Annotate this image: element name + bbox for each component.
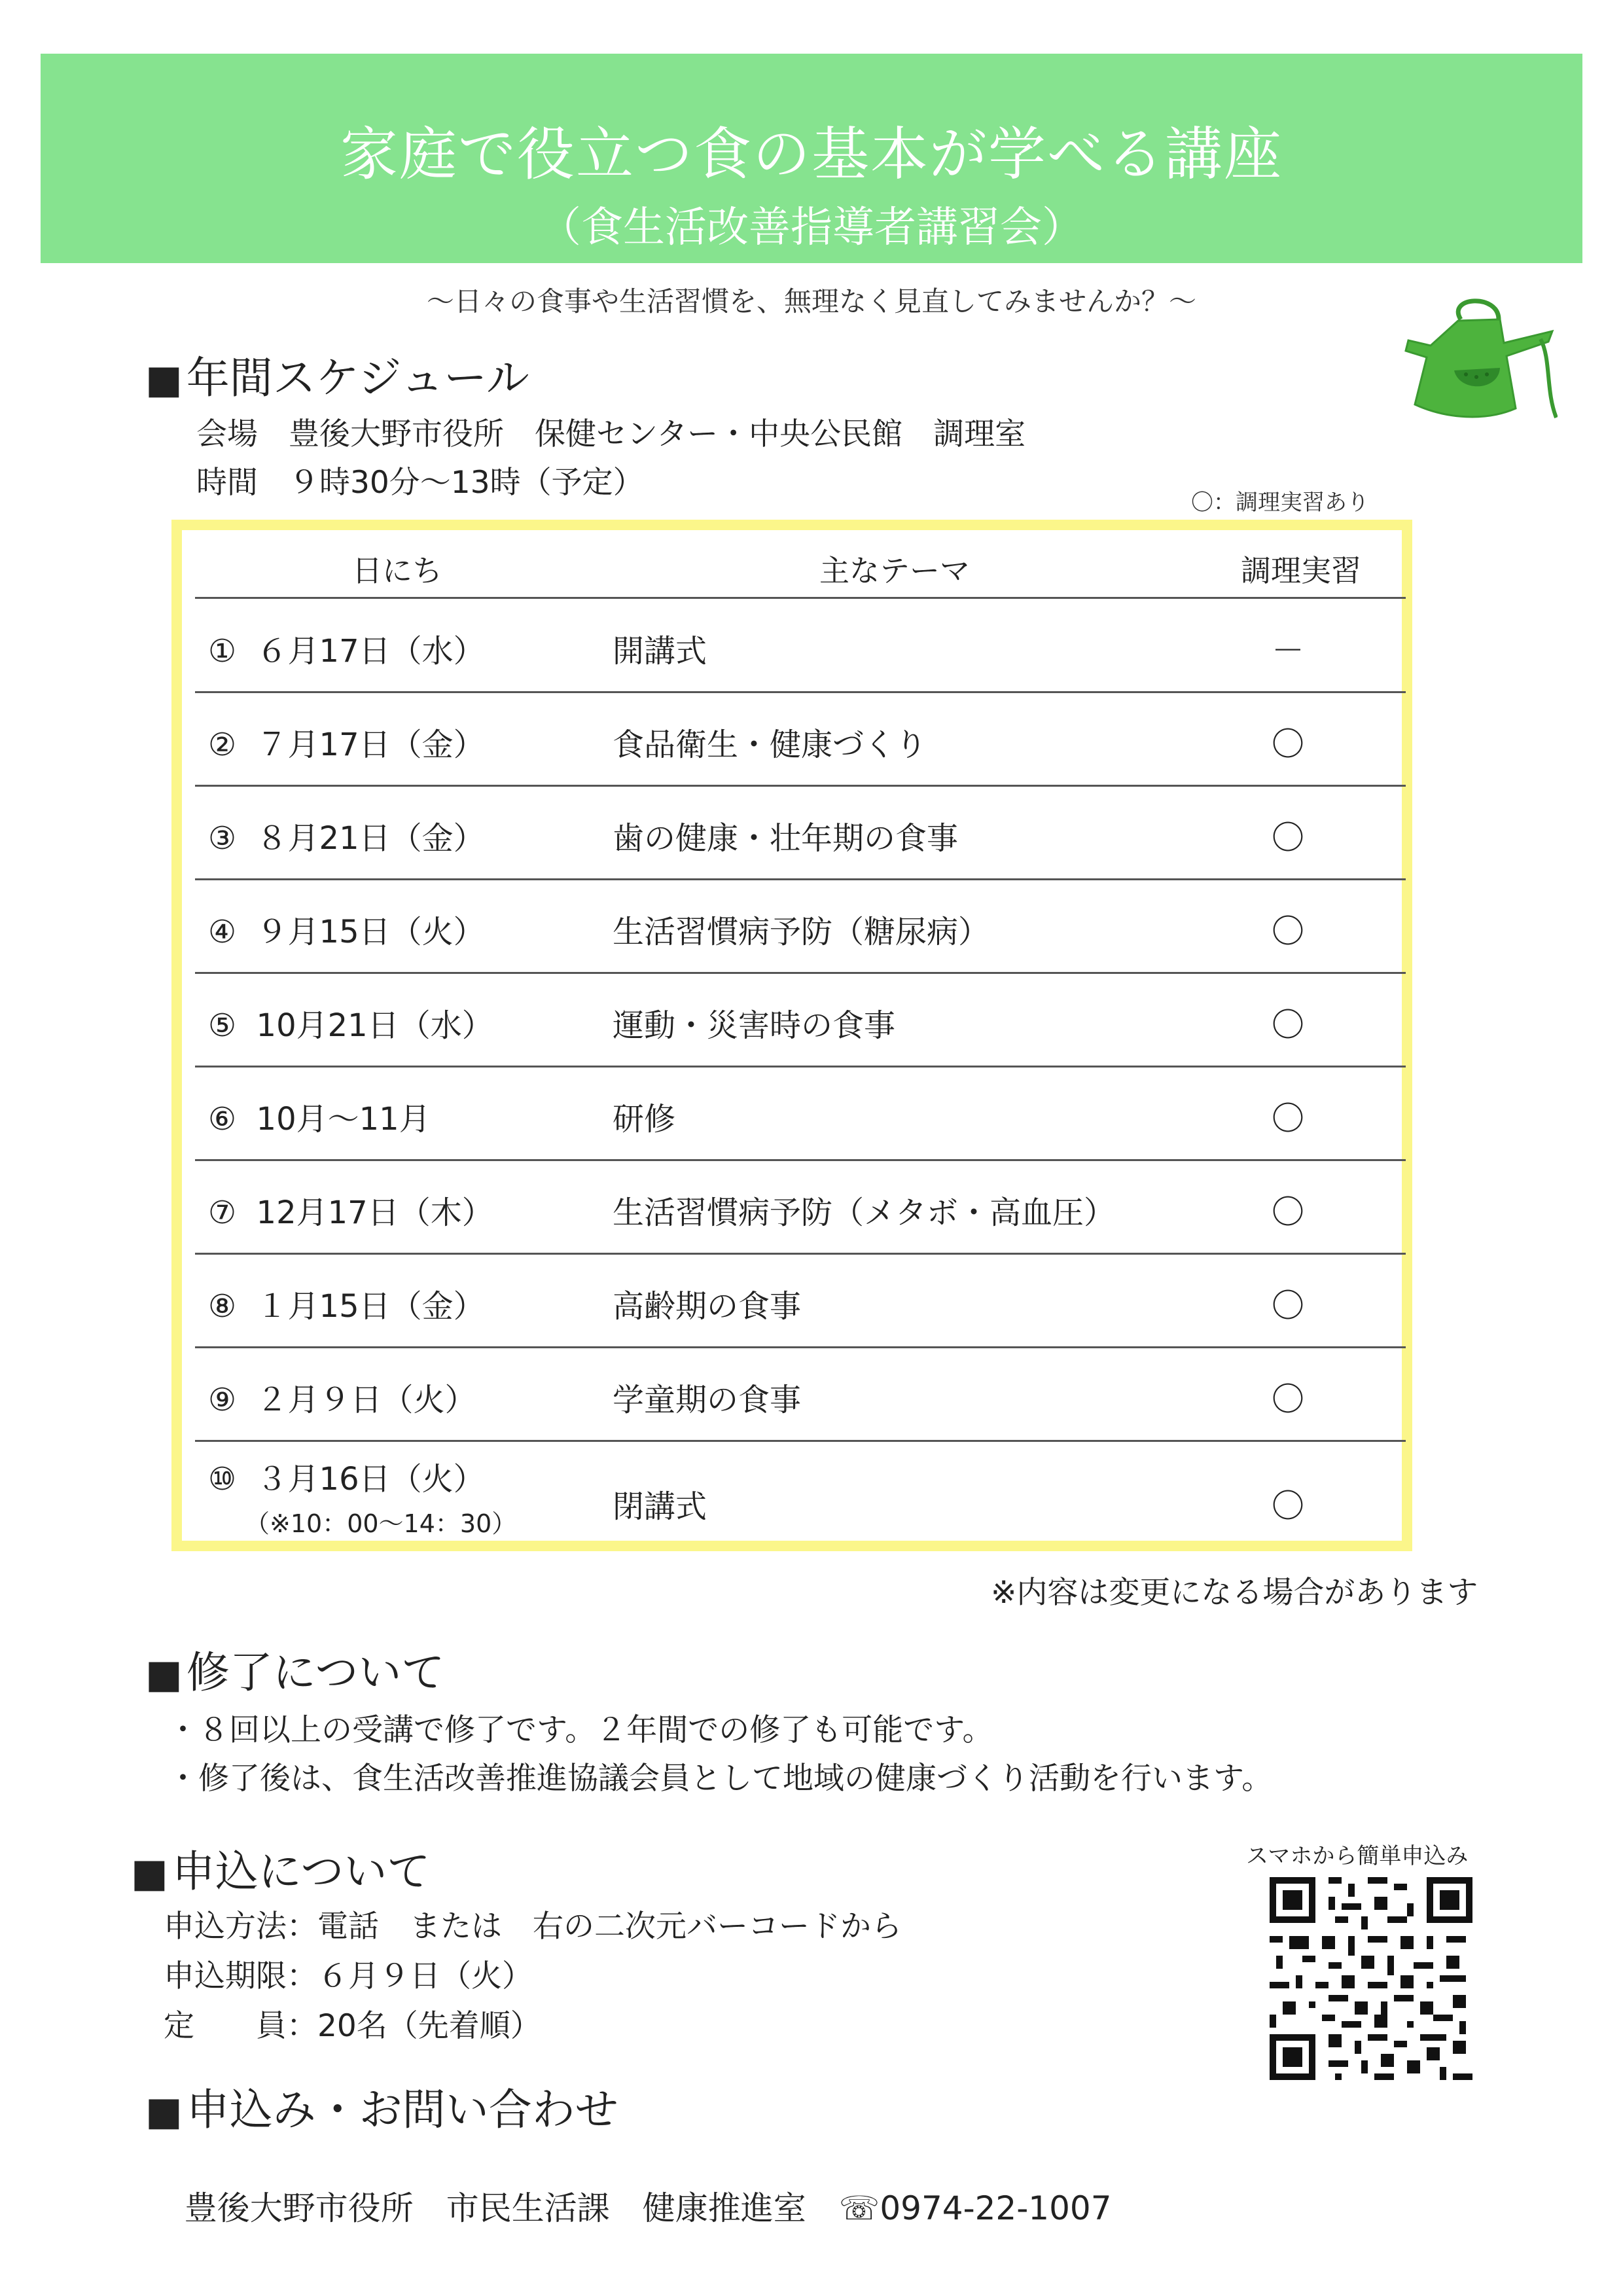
row-theme: 運動・災害時の食事: [613, 1007, 896, 1044]
table-header: [195, 537, 1406, 599]
header-cooking: 調理実習: [1241, 553, 1361, 588]
row-cooking-mark: 〇: [1272, 819, 1304, 857]
row-theme: 生活習慣病予防（メタボ・高血圧）: [613, 1194, 1116, 1231]
row-date: ④ ９月15日（火）: [208, 914, 485, 950]
square-bullet-icon: ■: [145, 1651, 183, 1697]
row-cooking-mark: 〇: [1272, 1006, 1304, 1044]
table-row: [195, 1066, 1406, 1161]
table-row: [195, 692, 1406, 787]
row-theme: 高齢期の食事: [613, 1288, 802, 1325]
square-bullet-icon: ■: [145, 357, 183, 403]
title-banner: [41, 54, 1582, 263]
qr-label: スマホから簡単申込み: [1246, 1843, 1469, 1869]
table-row: [195, 973, 1406, 1067]
row-date: ⑥ 10月～11月: [208, 1101, 431, 1138]
row-date: ⑧ １月15日（金）: [208, 1288, 485, 1325]
table-row: [195, 785, 1406, 880]
phone-icon: ☏: [838, 2189, 880, 2227]
table-row: [195, 1347, 1406, 1442]
contact-office: 豊後大野市役所 市民生活課 健康推進室: [184, 2189, 839, 2227]
contact-heading: ■申込み・お問い合わせ: [145, 2085, 618, 2135]
row-date: ③ ８月21日（金）: [208, 820, 485, 857]
row-theme: 学童期の食事: [613, 1382, 802, 1418]
row-theme: 生活習慣病予防（糖尿病）: [613, 914, 990, 950]
square-bullet-icon: ■: [131, 1850, 168, 1896]
table-row: [195, 1160, 1406, 1255]
row-date: ⑤ 10月21日（水）: [208, 1007, 493, 1044]
completion-heading: ■修了について: [145, 1647, 445, 1698]
row-cooking-mark: 〇: [1272, 1487, 1304, 1525]
change-note: ※内容は変更になる場合があります: [991, 1575, 1478, 1611]
row-theme: 歯の健康・壮年期の食事: [613, 820, 959, 857]
row-date: ① ６月17日（水）: [208, 633, 485, 670]
table-row: [195, 879, 1406, 974]
row-theme: 開講式: [613, 633, 707, 670]
table-row: [195, 1441, 1406, 1556]
row-cooking-mark: 〇: [1272, 725, 1304, 763]
row-cooking-mark: 〇: [1272, 1100, 1304, 1138]
header-theme: 主なテーマ: [819, 553, 970, 588]
application-capacity: 定 員：20名（先着順）: [164, 2008, 541, 2044]
row-date: ⑦ 12月17日（木）: [208, 1194, 493, 1231]
header-date: 日にち: [352, 553, 442, 588]
application-heading: ■申込について: [131, 1846, 431, 1897]
application-method: 申込方法：電話 または 右の二次元バーコードから: [164, 1909, 902, 1945]
row-cooking-mark: 〇: [1272, 1193, 1304, 1231]
row-cooking-mark: 〇: [1272, 1287, 1304, 1325]
application-deadline: 申込期限：６月９日（火）: [164, 1958, 533, 1994]
page-title: 家庭で役立つ食の基本が学べる講座: [340, 120, 1283, 188]
qr-code[interactable]: [1263, 1871, 1479, 2087]
table-row: [195, 598, 1406, 693]
row-theme: 食品衛生・健康づくり: [613, 726, 927, 763]
row-cooking-mark: 〇: [1272, 912, 1304, 950]
row-theme: 研修: [613, 1101, 676, 1138]
square-bullet-icon: ■: [145, 2089, 183, 2134]
time-line: 時間 ９時30分～13時（予定）: [196, 465, 644, 501]
contact-phone[interactable]: 0974-22-1007: [880, 2189, 1112, 2227]
tagline: ～日々の食事や生活習慣を、無理なく見直してみませんか？～: [426, 285, 1196, 317]
row-date: ⑩ ３月16日（火）: [208, 1461, 485, 1498]
table-row: [195, 1253, 1406, 1348]
row-theme: 閉講式: [613, 1488, 707, 1525]
row-cooking-mark: 〇: [1272, 1380, 1304, 1418]
apron-icon: [1400, 293, 1558, 424]
legend-note: 〇：調理実習あり: [1191, 490, 1369, 516]
completion-line-2: ・修了後は、食生活改善推進協議会員として地域の健康づくり活動を行います。: [168, 1761, 1273, 1797]
row-cooking-mark: －: [1272, 632, 1304, 670]
row-date: ② ７月17日（金）: [208, 726, 485, 763]
row-time-note: （※10：00～14：30）: [245, 1509, 517, 1538]
page-subtitle: （食生活改善指導者講習会）: [539, 204, 1084, 252]
completion-line-1: ・８回以上の受講で修了です。２年間での修了も可能です。: [168, 1712, 993, 1748]
contact-line: [164, 2144, 1112, 2229]
venue-line: 会場 豊後大野市役所 保健センター・中央公民館 調理室: [196, 416, 1026, 452]
schedule-heading: ■年間スケジュール: [145, 353, 529, 403]
row-date: ⑨ ２月９日（火）: [208, 1382, 476, 1418]
